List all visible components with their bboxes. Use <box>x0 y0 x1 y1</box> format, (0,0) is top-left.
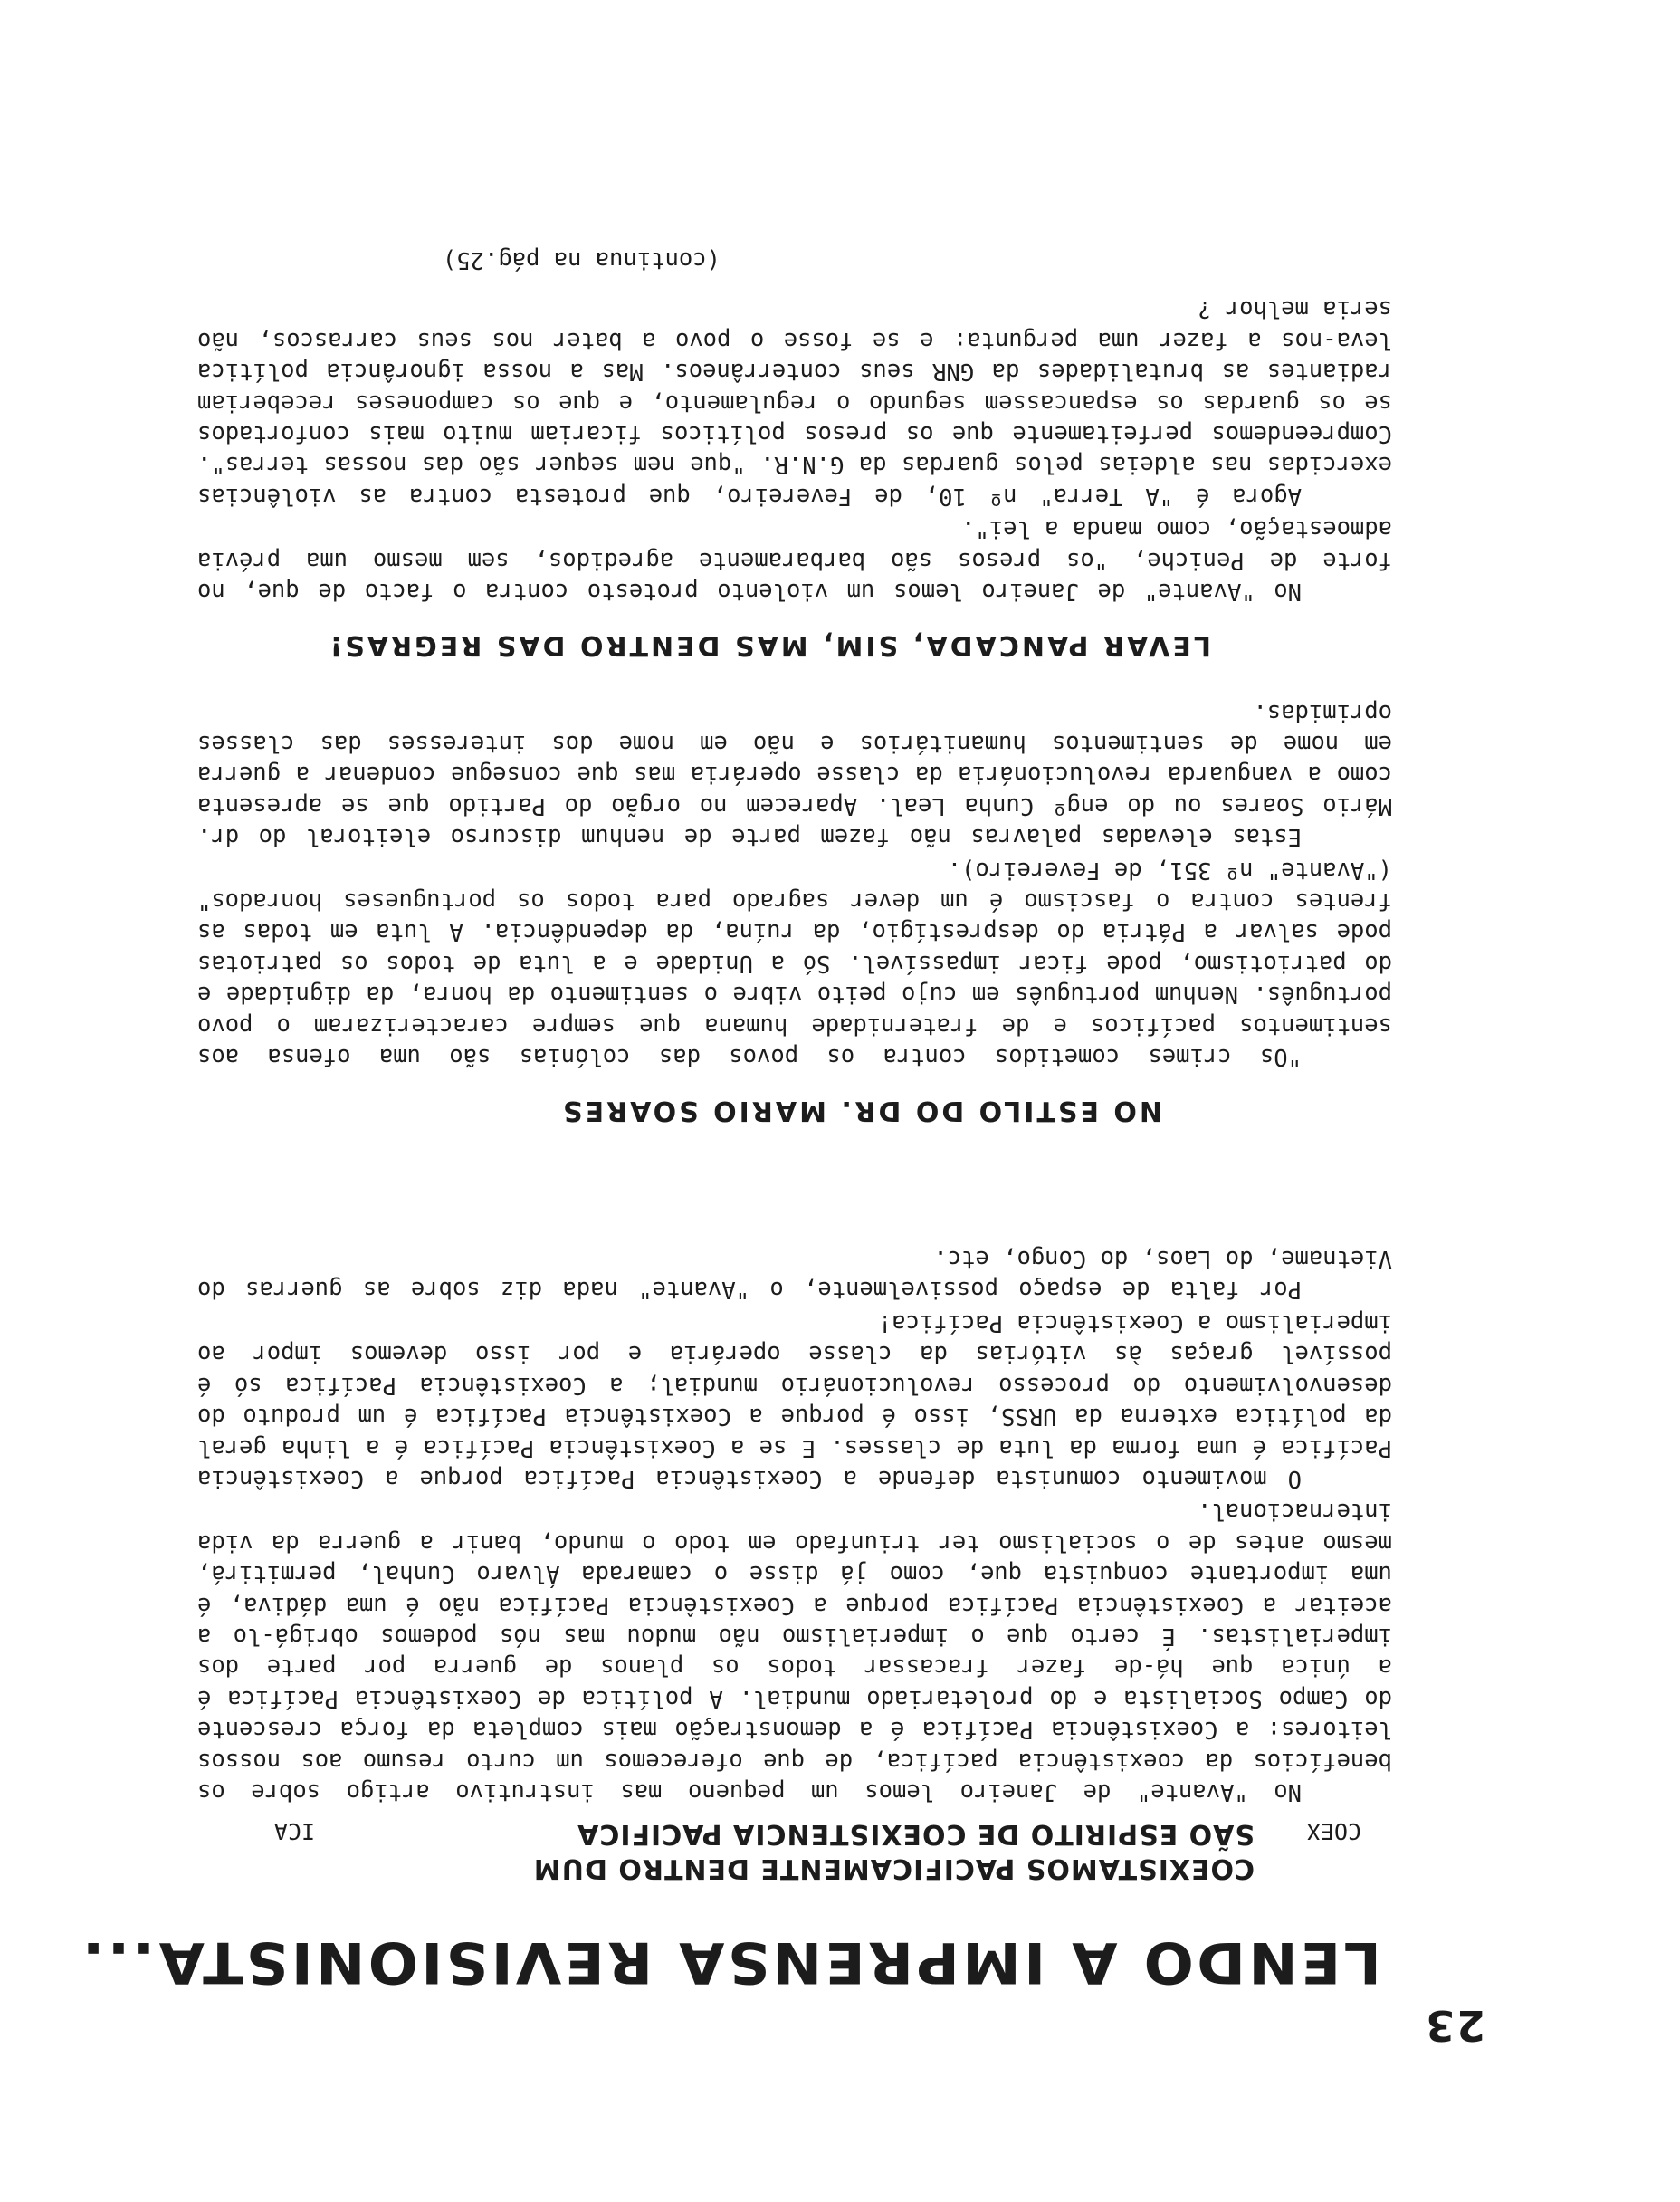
continuation-note: (continua na pág.25) <box>442 246 721 273</box>
section2-paragraph-1: "Os crimes cometidos contra os povos das colónias são uma ofensa aos sentimentos pacíficos e de fraternidade humana que sempre caracterizaram o povo português. Nenhum português em cujo peito vibre o sentimento da honra, da dignidade e do patriotismo, pode ficar impassível. Só a Unidade e a luta de todos os patriotas pode salvar a Pátria do desprestígio, da ruína, da dependência. A luta em todas as frentes contra o fascismo é um dever sagrado para todos os portugueses honrados" ("Avante" nº 351, de Fevereiro). <box>197 856 1392 1070</box>
intro-paragraph-1: No "Avante" de Janeiro lemos um pequeno mas instrutivo artigo sobre os benefícios da coexistência pacífica, de que oferecemos um curto resumo aos nossos leitores: a Coexistência Pacífica é a demonstração mais completa da força crescente do Campo Socialista e do proletariado mundial. A política de Coexistência Pacífica é a única que há-de fazer fracassar todos os planos de guerra por parte dos imperialistas. É certo que o imperialismo não mudou mas nós podemos obrigá-lo a aceitar a Coexistência Pacífica porque a Coexistência Pacífica não é uma dádiva, é uma importante conquista que, como já disse o camarada Álvaro Cunhal, permitirá, mesmo antes de o socialismo ter triunfado em todo o mundo, banir a guerra da vida internacional. <box>197 1498 1392 1805</box>
section3-paragraph-1: No "Avante" de Janeiro lemos um violento protesto contra o facto de que, no forte de Peniche, "os presos são barbaramente agredidos, sem mesmo uma prévia admoestação, como manda a lei". <box>197 515 1392 605</box>
section-heading-mario-soares: NO ESTILO DO DR. MARIO SOARES <box>559 1095 1162 1126</box>
intro-section <box>197 1243 1392 1807</box>
page-number: 23 <box>1423 2001 1485 2050</box>
intro-paragraph-3: Por falta de espaço possivelmente, o "Avante" nada diz sobre as guerras do Vietname, do Laos, do Congo, etc. <box>197 1245 1392 1304</box>
subtitle-line-1: COEXISTAMOS PACIFICAMENTE DENTRO DUM <box>532 1853 1255 1884</box>
margin-note-left: COEX <box>1306 1818 1361 1844</box>
section2-paragraph-2: Estas elevadas palavras não fazem parte de nenhum discurso eleitoral do dr. Mário Soares ou do engº Cunha Leal. Aparecem no orgão do Partido que se apresenta como a vanguarda revolucionária da classe operária mas que consegue condenar a guerra em nome de sentimentos humanitários e não em nome dos interesses das classes oprimidas. <box>197 698 1392 851</box>
section-mario-soares <box>197 696 1392 1072</box>
subtitle-line-2: SÃO ESPIRITO DE COEXISTENCIA PACIFICA <box>577 1818 1255 1850</box>
margin-note-right: ICA <box>273 1818 315 1844</box>
section-heading-levar-pancada: LEVAR PANCADA, SIM, MAS DENTRO DAS REGRAS! <box>327 629 1211 661</box>
section-levar-pancada <box>197 293 1392 607</box>
intro-paragraph-2: O movimento comunista defende a Coexistência Pacífica porque a Coexistência Pacífica é uma forma da luta de classes. E se a Coexistência Pacífica é a linha geral da política externa da URSS, isso é porque a Coexistência Pacífica é um produto do desenvolvimento do processo revolucionário mundial; a Coexistência Pacífica só é possível graças às vitórias da classe operária e por isso devemos impor ao imperialismo a Coexistência Pacífica! <box>197 1308 1392 1492</box>
subtitle <box>168 1816 1255 1885</box>
main-title: LENDO A IMPRENSA REVISIONISTA... <box>79 1929 1381 1996</box>
section3-paragraph-2: Agora é "A Terra" nº 10, de Fevereiro, que protesta contra as violências exercidas nas aldeias pelos guardas da G.N.R. "que nem sequer são das nossas terras". Compreendemos perfeitamente que os presos políticos ficariam muito mais confortados se os guardas os espancassem segundo o regulamento, e que os camponeses receberiam radiantes as brutalidades da GNR seus conterrâneos. Mas a nossa ignorância política leva-nos a fazer uma pergunta: e se fosse o povo a bater nos seus carrascos, não seria melhor ? <box>197 295 1392 510</box>
